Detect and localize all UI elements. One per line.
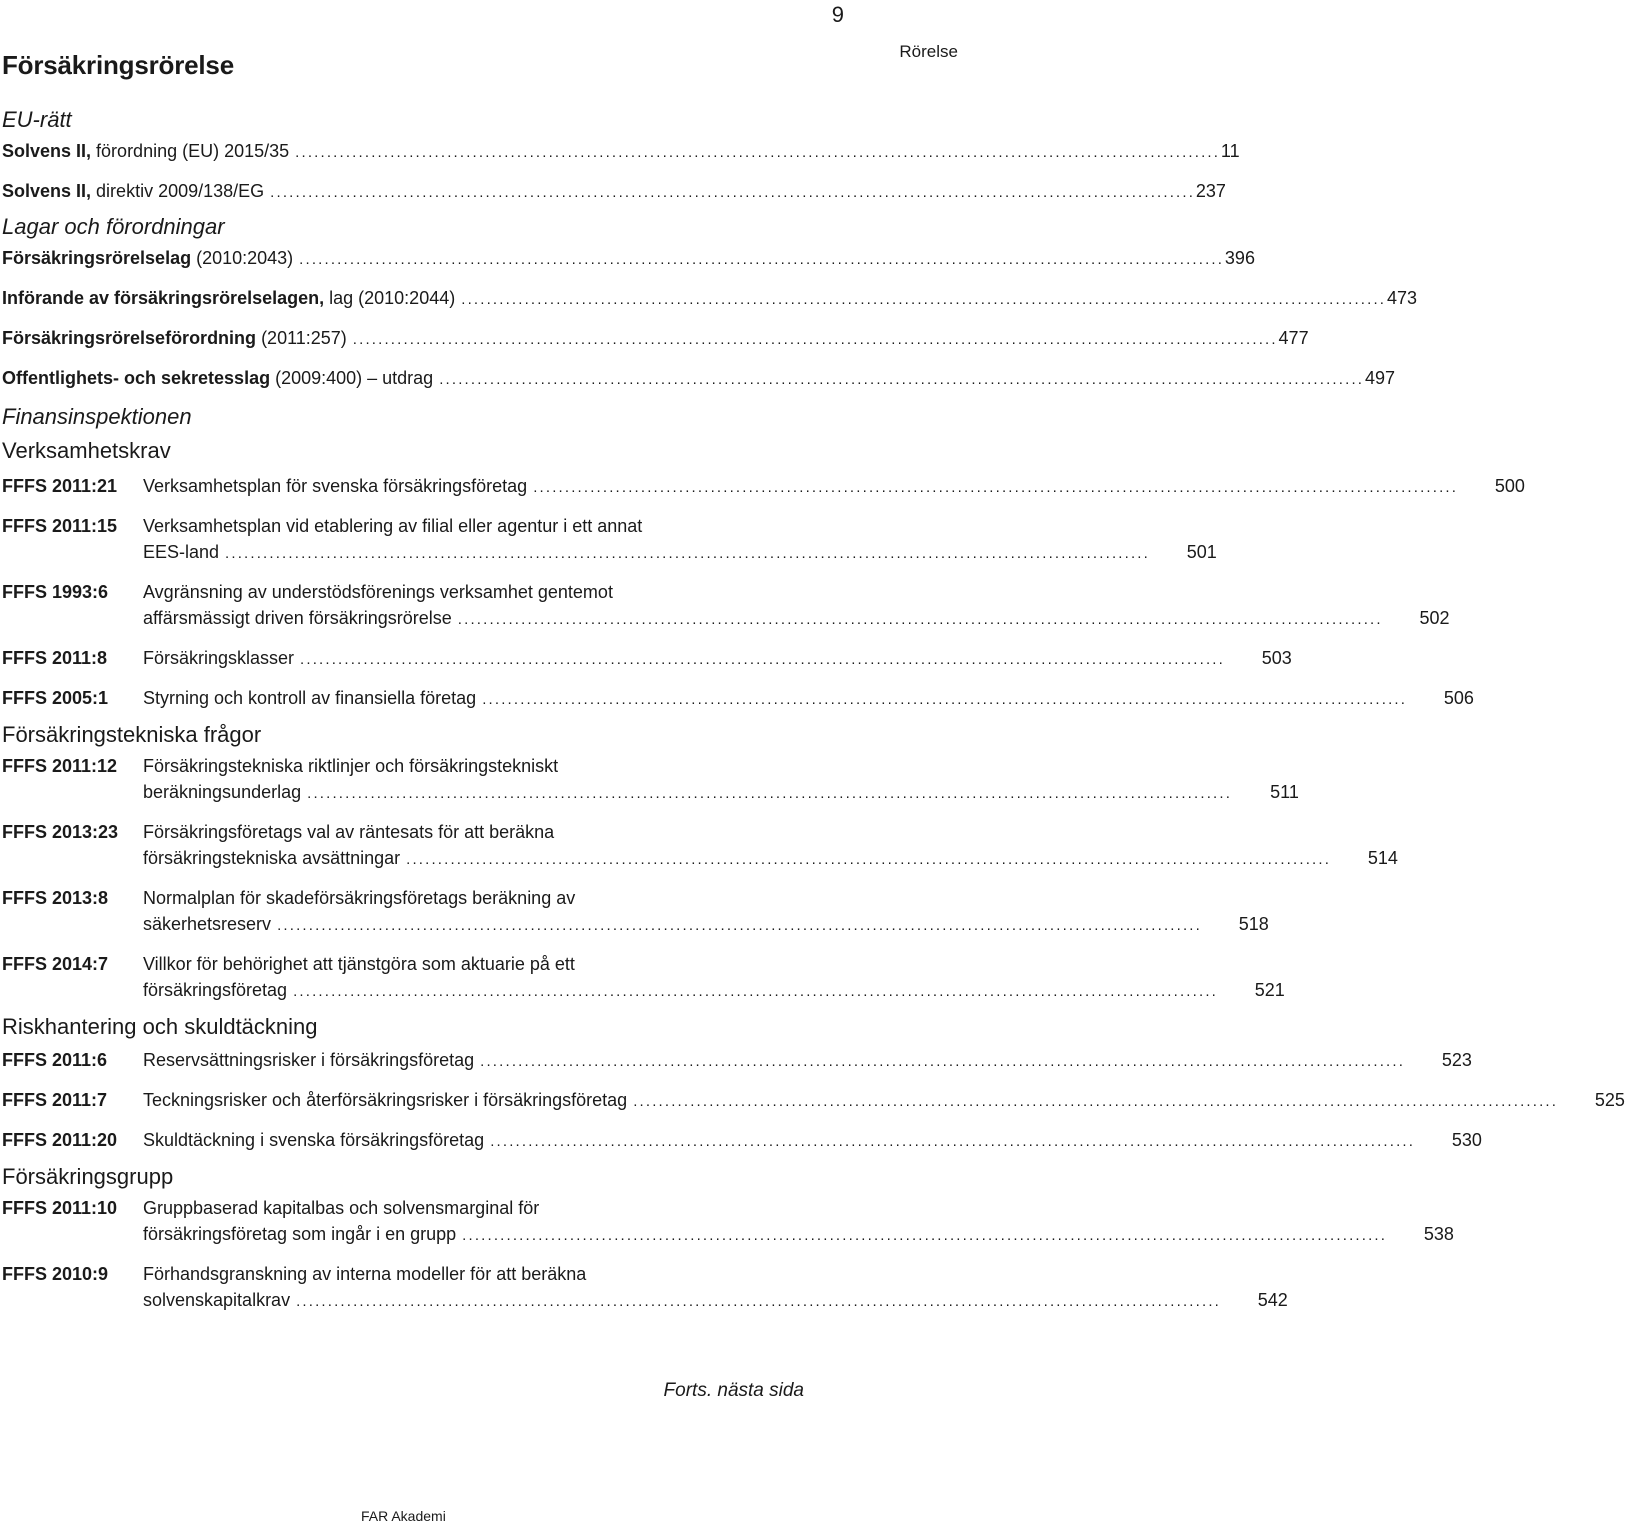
eu-list (2, 138, 1240, 204)
section-subheading-verksamhetskrav: Verksamhetskrav (2, 438, 171, 463)
entry-title-bold: Försäkringsrörelselag (2, 248, 192, 268)
regulation-body (143, 473, 1525, 499)
entry-title-bold: Solvens II, (2, 181, 92, 201)
section-heading-grupp: Försäkringsgrupp (2, 1164, 174, 1189)
regulation-code: FFFS 2013:23 (2, 822, 119, 842)
regulation-code: FFFS 2011:20 (2, 1130, 118, 1150)
page-ref: 514 (1367, 848, 1398, 868)
lagar-list (2, 245, 1418, 391)
regulation-entry (2, 579, 1450, 631)
entry-title-rest: förordning (EU) 2015/35 (91, 141, 290, 161)
regulation-title-last-line (143, 1087, 1625, 1113)
regulation-title-line2: försäkringstekniska avsättningar (143, 848, 401, 868)
toc-entry (2, 365, 1395, 391)
entry-title-bold: Solvens II, (2, 141, 92, 161)
entry-title (2, 285, 455, 311)
regulation-title-last-line (143, 911, 1269, 937)
page-ref: 502 (1419, 608, 1450, 628)
entry-title-rest: lag (2010:2044) (324, 288, 456, 308)
dot-leader (406, 849, 1328, 871)
entry-title-bold: Försäkringsrörelseförordning (2, 328, 257, 348)
regulation-title: Reservsättningsrisker i försäkringsföretag (143, 1050, 475, 1070)
dot-leader (439, 369, 1361, 391)
regulation-body (143, 951, 1285, 1003)
dot-leader (295, 142, 1217, 164)
regulation-title-last-line (143, 1221, 1454, 1247)
regulation-body (143, 1087, 1625, 1113)
entry-title (2, 325, 347, 351)
regulation-code: FFFS 2011:7 (2, 1090, 108, 1110)
dot-leader (633, 1091, 1555, 1113)
regulation-title-last-line (143, 779, 1299, 805)
entry-title-rest: direktiv 2009/138/EG (91, 181, 265, 201)
entry-title (2, 138, 289, 164)
regulation-title: Styrning och kontroll av finansiella företag (143, 688, 477, 708)
dot-leader (490, 1131, 1412, 1153)
regulation-code: FFFS 2014:7 (2, 954, 109, 974)
regulation-title-line2: försäkringsföretag som ingår i en grupp (143, 1224, 457, 1244)
dot-leader (482, 689, 1404, 711)
entry-title-bold: Införande av försäkringsrörelselagen, (2, 288, 325, 308)
grupp-list (2, 1195, 1454, 1313)
regulation-code: FFFS 2011:15 (2, 516, 118, 536)
dot-leader (296, 1291, 1218, 1313)
regulation-code: FFFS 1993:6 (2, 582, 109, 602)
regulation-title-last-line (143, 1287, 1288, 1313)
fi-list (2, 473, 1525, 711)
regulation-title-line2: solvenskapitalkrav (143, 1290, 291, 1310)
regulation-title-last-line (143, 605, 1450, 631)
page-ref: 511 (1270, 782, 1299, 802)
dot-leader (533, 477, 1455, 499)
regulation-title-line2: försäkringsföretag (143, 980, 288, 1000)
section-heading-risk: Riskhantering och skuldtäckning (2, 1014, 318, 1039)
regulation-title-line2: säkerhetsreserv (143, 914, 272, 934)
entry-title-rest: (2009:400) – utdrag (270, 368, 434, 388)
dot-leader (299, 249, 1221, 271)
dot-leader (480, 1051, 1402, 1073)
entry-title (2, 365, 433, 391)
entry-title-rest: (2011:257) (256, 328, 347, 348)
toc-entry (2, 325, 1309, 351)
regulation-title-last-line (143, 473, 1525, 499)
regulation-title-last-line (143, 845, 1398, 871)
dot-leader (462, 1225, 1384, 1247)
entry-title (2, 245, 293, 271)
regulation-entry (2, 1087, 1625, 1113)
page-ref: 497 (1364, 368, 1395, 388)
footer-publisher: FAR Akademi (361, 1508, 446, 1524)
regulation-title-line1: Verksamhetsplan vid etablering av filial eller agentur i ett annat (143, 516, 643, 536)
section-heading-tekniska: Försäkringstekniska frågor (2, 722, 262, 747)
regulation-entry (2, 473, 1525, 499)
section-heading-eu: EU-rätt (2, 107, 72, 132)
regulation-title: Försäkringsklasser (143, 648, 295, 668)
regulation-title-line1: Gruppbaserad kapitalbas och solvensmarginal för (143, 1198, 540, 1218)
toc-entry (2, 245, 1255, 271)
page-ref: 503 (1261, 648, 1292, 668)
dot-leader (225, 543, 1147, 565)
regulation-body (143, 753, 1299, 805)
regulation-code: FFFS 2011:8 (2, 648, 108, 668)
regulation-body (143, 513, 1217, 565)
regulation-body (143, 1261, 1288, 1313)
regulation-entry (2, 885, 1269, 937)
regulation-code: FFFS 2005:1 (2, 688, 109, 708)
entry-title-rest: (2010:2043) (191, 248, 294, 268)
regulation-code: FFFS 2011:12 (2, 756, 118, 776)
regulation-code: FFFS 2013:8 (2, 888, 109, 908)
regulation-entry (2, 951, 1285, 1003)
regulation-title-line2: beräkningsunderlag (143, 782, 302, 802)
dot-leader (307, 783, 1229, 805)
page-ref: 500 (1494, 476, 1525, 496)
page-ref: 518 (1238, 914, 1269, 934)
dot-leader (353, 329, 1275, 351)
regulation-entry (2, 1261, 1288, 1313)
page-title: Försäkringsrörelse (2, 50, 234, 80)
regulation-title: Teckningsrisker och återförsäkringsrisker i försäkringsföretag (143, 1090, 628, 1110)
regulation-body (143, 885, 1269, 937)
regulation-title: Verksamhetsplan för svenska försäkringsföretag (143, 476, 528, 496)
risk-list (2, 1047, 1625, 1153)
entry-title-bold: Offentlighets- och sekretesslag (2, 368, 271, 388)
regulation-title-line1: Försäkringstekniska riktlinjer och försäkringstekniskt (143, 756, 559, 776)
regulation-entry (2, 753, 1299, 805)
toc-content (2, 106, 1625, 1313)
page-ref: 396 (1224, 248, 1255, 268)
regulation-title-last-line (143, 1127, 1482, 1153)
dot-leader (293, 981, 1215, 1003)
regulation-title-last-line (143, 645, 1292, 671)
section-heading-lagar: Lagar och förordningar (2, 214, 225, 239)
regulation-title-last-line (143, 685, 1474, 711)
toc-entry (2, 285, 1418, 311)
toc-entry (2, 138, 1240, 164)
regulation-body (143, 579, 1450, 631)
regulation-body (143, 645, 1292, 671)
regulation-entry (2, 645, 1292, 671)
section-heading-fi: Finansinspektionen (2, 404, 192, 429)
page-ref: 542 (1257, 1290, 1288, 1310)
page-ref: 11 (1220, 141, 1240, 161)
page-ref: 538 (1423, 1224, 1454, 1244)
page-ref: 237 (1195, 181, 1226, 201)
regulation-body (143, 819, 1398, 871)
running-head: Rörelse (899, 42, 958, 61)
regulation-code: FFFS 2011:10 (2, 1198, 118, 1218)
dot-leader (300, 649, 1222, 671)
regulation-title-line1: Avgränsning av understödsförenings verksamhet gentemot (143, 582, 613, 602)
regulation-title-last-line (143, 539, 1217, 565)
dot-leader (270, 182, 1192, 204)
regulation-title-line1: Villkor för behörighet att tjänstgöra som aktuarie på ett (143, 954, 575, 974)
regulation-entry (2, 685, 1474, 711)
page-number: 9 (831, 2, 844, 27)
page-ref: 523 (1441, 1050, 1472, 1070)
page-ref: 506 (1443, 688, 1474, 708)
toc-entry (2, 178, 1226, 204)
regulation-body (143, 1127, 1482, 1153)
continuation-note: Forts. nästa sida (663, 1380, 804, 1401)
regulation-body (143, 685, 1474, 711)
regulation-code: FFFS 2011:6 (2, 1050, 108, 1070)
regulation-entry (2, 1047, 1472, 1073)
regulation-title-line2: EES-land (143, 542, 220, 562)
regulation-title-line2: affärsmässigt driven försäkringsrörelse (143, 608, 452, 628)
dot-leader (461, 289, 1383, 311)
regulation-body (143, 1047, 1472, 1073)
regulation-title-line1: Förhandsgranskning av interna modeller för att beräkna (143, 1264, 587, 1284)
regulation-title-line1: Normalplan för skadeförsäkringsföretags beräkning av (143, 888, 576, 908)
regulation-entry (2, 1195, 1454, 1247)
regulation-title-last-line (143, 1047, 1472, 1073)
regulation-title-last-line (143, 977, 1285, 1003)
page-ref: 477 (1278, 328, 1309, 348)
page-ref: 525 (1594, 1090, 1625, 1110)
page-ref: 530 (1451, 1130, 1482, 1150)
regulation-entry (2, 1127, 1482, 1153)
regulation-code: FFFS 2010:9 (2, 1264, 109, 1284)
regulation-entry (2, 819, 1398, 871)
tekniska-list (2, 753, 1398, 1003)
regulation-title-line1: Försäkringsföretags val av räntesats för att beräkna (143, 822, 555, 842)
regulation-code: FFFS 2011:21 (2, 476, 118, 496)
dot-leader (277, 915, 1199, 937)
regulation-body (143, 1195, 1454, 1247)
page-ref: 521 (1254, 980, 1285, 1000)
page-ref: 473 (1386, 288, 1418, 308)
entry-title (2, 178, 264, 204)
dot-leader (458, 609, 1380, 631)
regulation-entry (2, 513, 1217, 565)
page-ref: 501 (1186, 542, 1217, 562)
regulation-title: Skuldtäckning i svenska försäkringsföretag (143, 1130, 485, 1150)
